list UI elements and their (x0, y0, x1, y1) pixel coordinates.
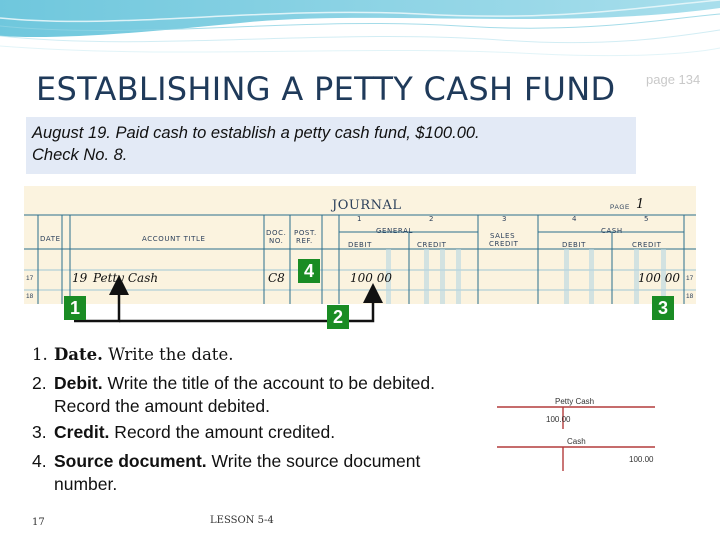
t-account-cash-credit: 100.00 (629, 455, 654, 464)
entry-doc-number: C8 (268, 271, 285, 285)
entry-date: 19 (72, 271, 88, 285)
header-general-debit: DEBIT (348, 241, 372, 249)
column-number-5: 5 (644, 215, 650, 223)
step-2-text: Write the title of the account to be debited. (102, 373, 436, 393)
page-reference: page 134 (646, 72, 701, 87)
step-4-text: Write the source document (206, 451, 421, 471)
step-1-label: Date. (54, 345, 103, 364)
entry-general-debit: 100 00 (350, 271, 392, 285)
header-doc-line1: DOC. (266, 229, 287, 237)
journal-page-label: PAGE (610, 204, 630, 211)
journal-title: JOURNAL (332, 198, 402, 213)
header-general-credit: CREDIT (417, 241, 447, 249)
header-cash: CASH (601, 227, 623, 235)
steps-list (32, 340, 502, 496)
row-number-17: 17 (26, 275, 34, 282)
journal-page-number: 1 (636, 197, 645, 212)
row-number-18-right: 18 (686, 293, 694, 300)
header-swoosh (0, 0, 720, 70)
marker-2: 2 (327, 305, 349, 329)
column-number-2: 2 (429, 215, 435, 223)
step-2-number: 2. (32, 373, 47, 393)
step-1 (32, 340, 502, 369)
t-account-cash-title: Cash (567, 437, 586, 446)
step-2-label: Debit. (54, 373, 103, 393)
slide-title: ESTABLISHING A PETTY CASH FUND (36, 70, 616, 108)
column-number-4: 4 (572, 215, 578, 223)
header-account-title: ACCOUNT TITLE (142, 235, 206, 243)
step-1-number: 1. (32, 345, 48, 364)
step-2-continuation: Record the amount debited. (54, 396, 270, 416)
header-post-ref-line1: POST. (294, 229, 317, 237)
t-accounts-diagram (497, 393, 655, 471)
prompt-line-1: August 19. Paid cash to establish a petty cash fund, $100.00. (32, 124, 480, 142)
step-4-label: Source document. (54, 451, 207, 471)
header-sales-line1: SALES (490, 232, 516, 240)
header-post-ref-line2: REF. (296, 237, 313, 245)
column-number-1: 1 (357, 215, 363, 223)
entry-cash-credit: 100 00 (638, 271, 680, 285)
column-number-3: 3 (502, 215, 508, 223)
slide-number: 17 (32, 517, 45, 528)
step-4-continuation: number. (54, 474, 118, 494)
t-account-petty-cash-title: Petty Cash (555, 397, 595, 406)
header-general: GENERAL (376, 227, 413, 235)
step-3-number: 3. (32, 422, 47, 442)
marker-3: 3 (652, 296, 674, 320)
row-number-17-right: 17 (686, 275, 694, 282)
entry-account-title: Petty Cash (93, 271, 159, 285)
step-3 (32, 418, 502, 447)
marker-1: 1 (64, 296, 86, 320)
header-sales-line2: CREDIT (489, 240, 519, 248)
step-3-label: Credit. (54, 422, 110, 442)
header-date: DATE (40, 235, 61, 243)
header-doc-line2: NO. (269, 237, 284, 245)
marker-4: 4 (298, 259, 320, 283)
lesson-label: LESSON 5-4 (210, 515, 274, 526)
header-cash-credit: CREDIT (632, 241, 662, 249)
transaction-prompt (26, 117, 636, 174)
prompt-line-2: Check No. 8. (32, 146, 128, 164)
cash-payments-journal (24, 186, 696, 304)
step-4-number: 4. (32, 451, 47, 471)
header-cash-debit: DEBIT (562, 241, 586, 249)
step-1-text: Write the date. (102, 345, 234, 364)
step-3-text: Record the amount credited. (109, 422, 336, 442)
t-account-petty-cash-debit: 100.00 (546, 415, 571, 424)
row-number-18: 18 (26, 293, 34, 300)
